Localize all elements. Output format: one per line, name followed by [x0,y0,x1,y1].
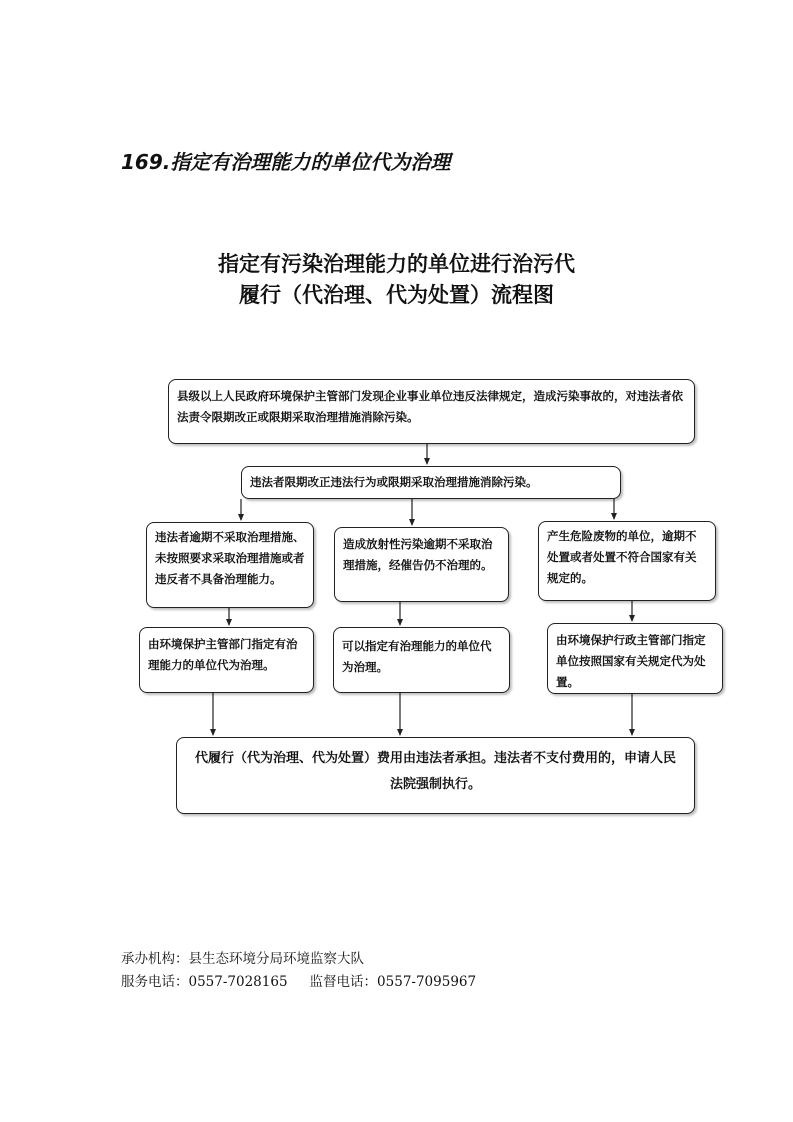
footer-supervision-phone: 0557-7095967 [377,974,477,990]
footer-service-phone: 0557-7028165 [188,974,288,990]
node-discovery: 县级以上人民政府环境保护主管部门发现企业事业单位违反法律规定，造成污染事故的，对违法者依法责令限期改正或限期采取治理措施消除污染。 [168,379,695,444]
node-hazardous-waste: 产生危险废物的单位，逾期不处置或者处置不符合国家有关规定的。 [538,521,716,601]
footer-agency-label: 承办机构： [121,951,189,967]
footer-service-phone-label: 服务电话： [121,974,189,990]
node-cost-enforcement: 代履行（代为治理、代为处置）费用由违法者承担。违法者不支付费用的，申请人民法院强制执行。 [176,737,695,814]
footer-supervision-phone-label: 监督电话： [309,974,378,990]
diagram-title-line1: 指定有污染治理能力的单位进行治污代 [218,252,575,276]
node-designate-treatment-mid: 可以指定有治理能力的单位代为治理。 [333,627,510,693]
diagram-title-line2: 履行（代治理、代为处置）流程图 [239,283,554,307]
node-radioactive-pollution: 造成放射性污染逾期不采取治理措施，经催告仍不治理的。 [334,527,509,602]
footer-agency-value: 县生态环境分局环境监察大队 [188,951,364,967]
node-designate-disposal: 由环境保护行政主管部门指定单位按照国家有关规定代为处置。 [547,623,723,694]
footer-phones [121,970,476,990]
node-overdue-no-treatment: 违法者逾期不采取治理措施、未按照要求采取治理措施或者违反者不具备治理能力。 [146,522,314,608]
footer-agency [121,947,364,967]
node-order-correction: 违法者限期改正违法行为或限期采取治理措施消除污染。 [241,466,621,499]
section-heading: 169.指定有治理能力的单位代为治理 [121,150,451,174]
node-designate-treatment-left: 由环境保护主管部门指定有治理能力的单位代为治理。 [139,627,314,693]
